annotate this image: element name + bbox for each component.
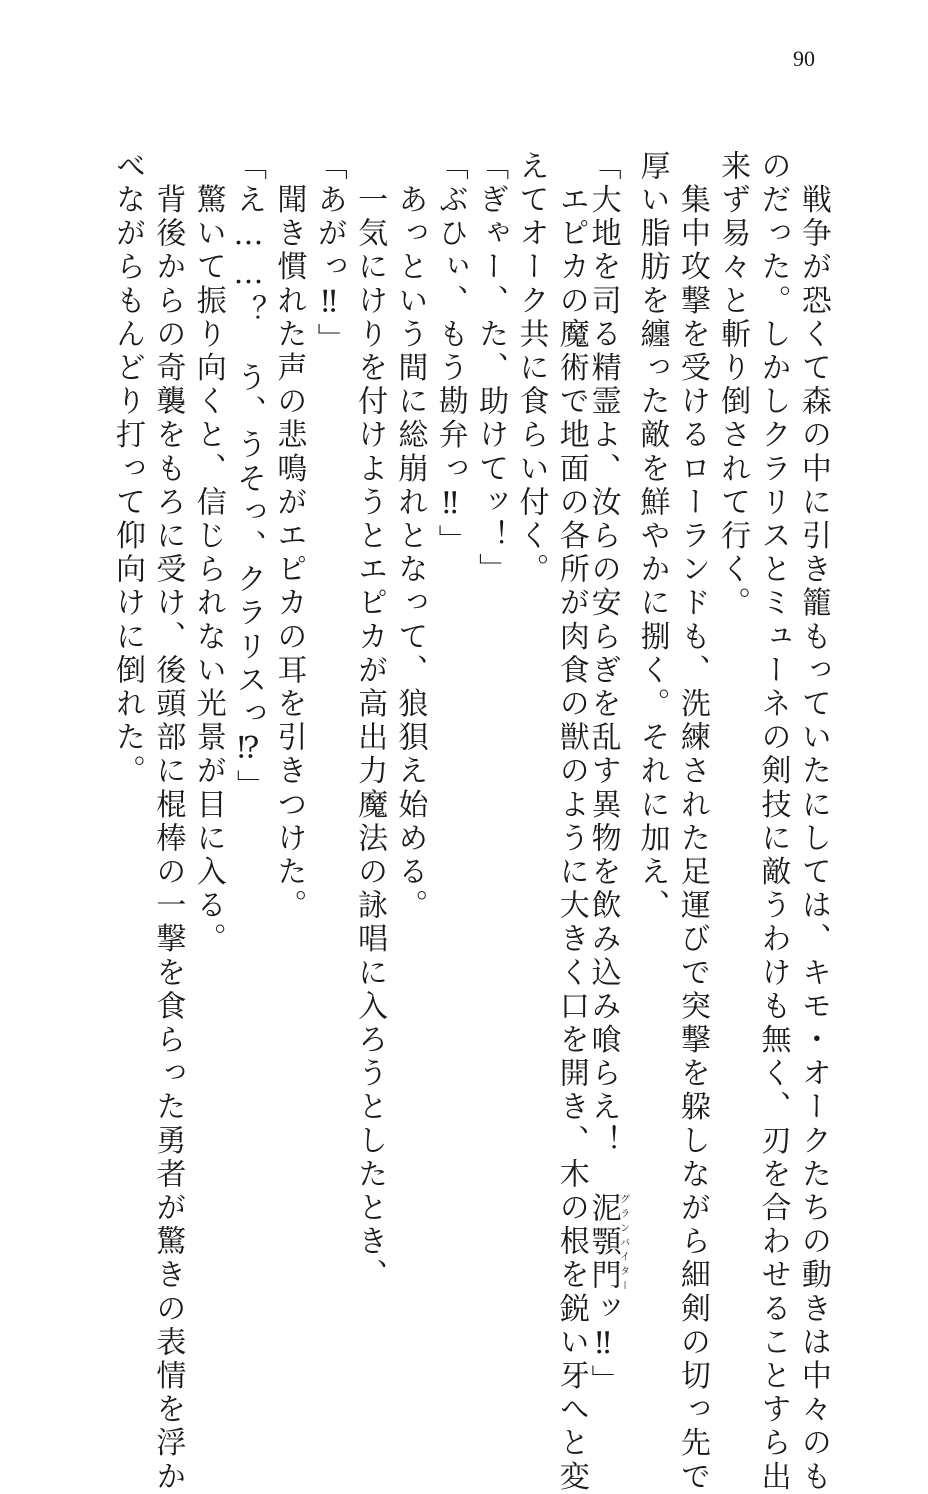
text-line: 聞き慣れた声の悲鳴がエピカの耳を引きつけた。 [271, 150, 307, 923]
body-text [110, 150, 831, 1494]
text-line: えてオーク共に食らい付く。 [513, 150, 549, 587]
text-line: べながらもんどり打って仰向けに倒れた。 [110, 150, 145, 789]
text-line: のだった。しかしクラリスとミューネの剣技に敵うわけも無く、刃を合わせることすら出 [755, 150, 791, 1494]
text-line: 背後からの奇襲をもろに受け、後頭部に棍棒の一撃を食らった勇者が驚きの表情を浮か [150, 150, 186, 1494]
text-line: 「大地を司る精霊よ、汝らの安らぎを乱す異物を飲み込み喰らえ！ 泥顎門グランバイターッ‼」 [585, 150, 629, 1399]
text-line: 「ぎゃー、た、助けてッ！」 [473, 150, 509, 587]
text-line: 戦争が恐くて森の中に引き籠もっていたにしては、キモ・オークたちの動きは中々のも [795, 150, 831, 1494]
text-line: 「あがっ‼」 [311, 150, 347, 357]
text-line: 驚いて振り向くと、信じられない光景が目に入る。 [190, 150, 226, 957]
text-line: 厚い脂肪を纏った敵を鮮やかに捌く。それに加え、 [634, 150, 670, 923]
text-line: 集中攻撃を受けるローランドも、洗練された足運びで突撃を躱しながら細剣の切っ先で [674, 150, 710, 1494]
page-number: 90 [793, 46, 815, 71]
text-line: 来ず易々と斬り倒されて行く。 [715, 150, 751, 621]
text-line: 「ぶひぃ、もう勘弁っ‼」 [432, 150, 468, 559]
text-line: エピカの魔術で地面の各所が肉食の獣のように大きく口を開き、木の根を鋭い牙へと変 [553, 150, 589, 1494]
text-line: あっという間に総崩れとなって、狼狽え始める。 [392, 150, 428, 923]
ruby-annotation: 泥顎門グランバイター [585, 1191, 629, 1293]
text-line: 一気にけりを付けようとエピカが高出力魔法の詠唱に入ろうとしたとき、 [352, 150, 388, 1293]
text-line: 「え……？ う、うそっ、クラリスっ⁉」 [231, 150, 267, 804]
